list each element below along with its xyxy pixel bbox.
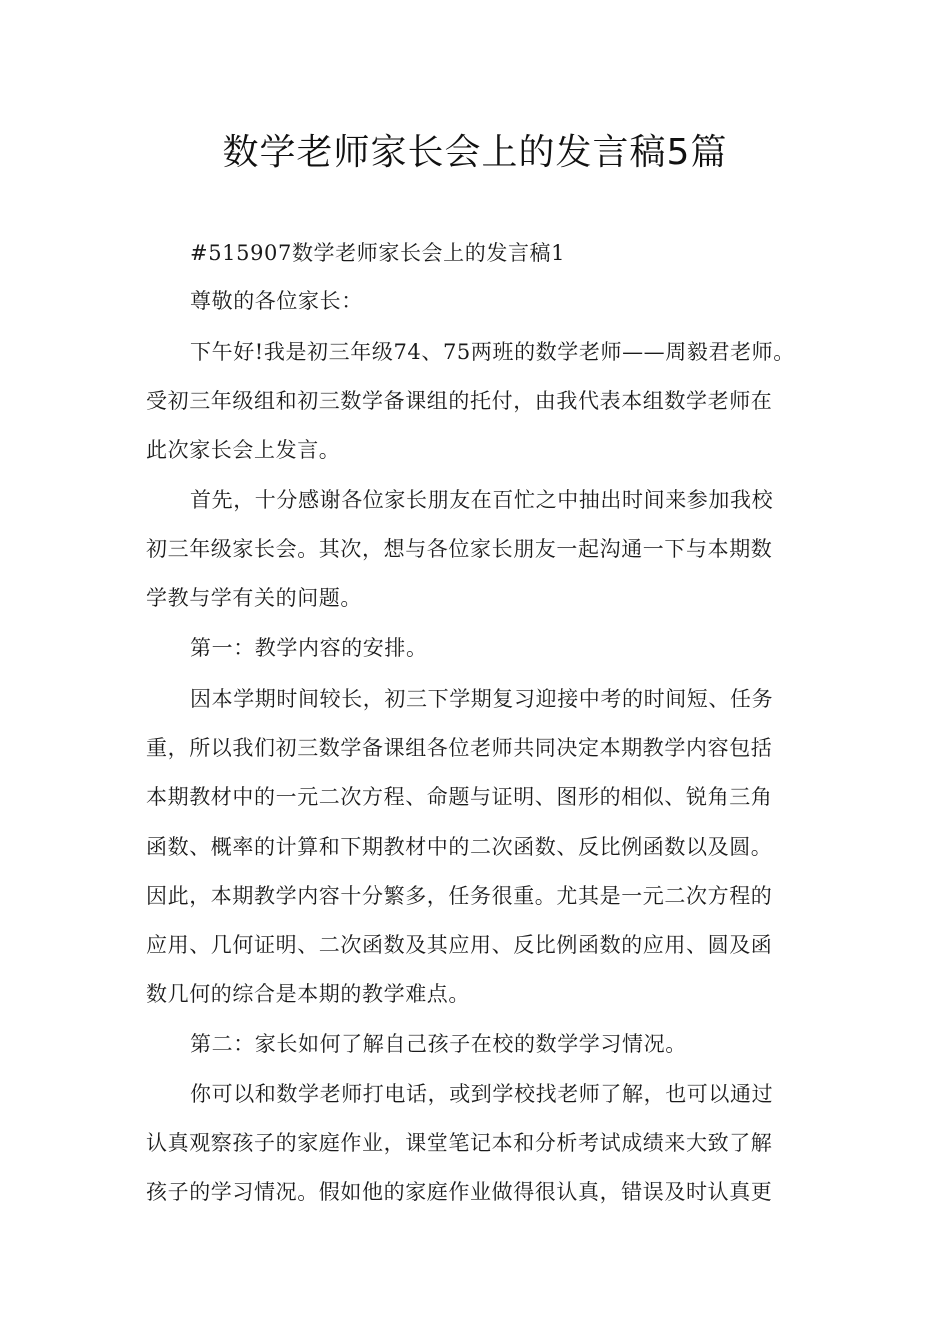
document-title: 数学老师家长会上的发言稿5篇 bbox=[222, 132, 728, 173]
paragraph-line: 因本学期时间较长，初三下学期复习迎接中考的时间短、任务 bbox=[190, 687, 774, 711]
paragraph-line: 函数、概率的计算和下期教材中的二次函数、反比例函数以及圆。 bbox=[146, 835, 773, 859]
salutation: 尊敬的各位家长： bbox=[190, 289, 363, 313]
paragraph-line: 下午好!我是初三年级74、75两班的数学老师——周毅君老师。 bbox=[190, 340, 795, 364]
paragraph-line: 孩子的学习情况。假如他的家庭作业做得很认真，错误及时认真更 bbox=[146, 1180, 773, 1204]
paragraph-line: 数几何的综合是本期的教学难点。 bbox=[146, 982, 470, 1006]
paragraph-line: 本期教材中的一元二次方程、命题与证明、图形的相似、锐角三角 bbox=[146, 785, 773, 809]
paragraph-line: 初三年级家长会。其次，想与各位家长朋友一起沟通一下与本期数 bbox=[146, 537, 773, 561]
paragraph-line: 学教与学有关的问题。 bbox=[146, 586, 362, 610]
paragraph-line: 你可以和数学老师打电话，或到学校找老师了解，也可以通过 bbox=[190, 1082, 774, 1106]
paragraph-line: 认真观察孩子的家庭作业，课堂笔记本和分析考试成绩来大致了解 bbox=[146, 1131, 773, 1155]
paragraph-line: 受初三年级组和初三数学备课组的托付，由我代表本组数学老师在 bbox=[146, 389, 773, 413]
section-subheading: 第一：教学内容的安排。 bbox=[190, 636, 428, 660]
paragraph-line: 因此，本期教学内容十分繁多，任务很重。尤其是一元二次方程的 bbox=[146, 884, 773, 908]
section-subheading: 第二：家长如何了解自己孩子在校的数学学习情况。 bbox=[190, 1032, 687, 1056]
paragraph-line: 重，所以我们初三数学备课组各位老师共同决定本期教学内容包括 bbox=[146, 736, 773, 760]
paragraph-line: 首先，十分感谢各位家长朋友在百忙之中抽出时间来参加我校 bbox=[190, 488, 774, 512]
section-heading: #515907数学老师家长会上的发言稿1 bbox=[190, 241, 566, 265]
paragraph-line: 应用、几何证明、二次函数及其应用、反比例函数的应用、圆及函 bbox=[146, 933, 773, 957]
paragraph-line: 此次家长会上发言。 bbox=[146, 438, 341, 462]
